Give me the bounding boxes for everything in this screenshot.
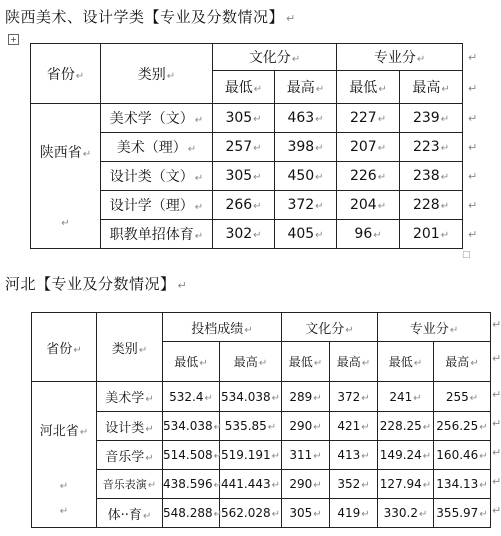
culture-max-cell: 398↵: [275, 133, 337, 162]
table-header-row: [31, 44, 463, 71]
major-max-cell: 255↵: [434, 382, 491, 412]
row-end-mark: ↵: [468, 199, 478, 212]
major-max-cell: 228↵: [400, 191, 463, 220]
major-max-cell: 160.46↵: [434, 441, 491, 470]
header-major-max: 最高↵: [434, 342, 491, 382]
filing-min-cell: 438.596↵: [163, 470, 220, 499]
header-culture-min: 最低↵: [282, 342, 330, 382]
culture-max-cell: 463↵: [275, 104, 337, 133]
major-min-cell: 149.24↵: [378, 441, 434, 470]
major-max-cell: 239↵: [400, 104, 463, 133]
header-culture-min: 最低↵: [213, 71, 275, 104]
major-min-cell: 227↵: [337, 104, 400, 133]
header-major-min: 最低↵: [378, 342, 434, 382]
row-end-mark: ↵: [468, 51, 478, 64]
shaanxi-score-table: [30, 43, 463, 249]
filing-min-cell: 548.288↵: [163, 499, 220, 528]
culture-min-cell: 266↵: [213, 191, 275, 220]
major-min-cell: 207↵: [337, 133, 400, 162]
table-resize-handle[interactable]: □: [462, 250, 471, 260]
filing-min-cell: 534.038↵: [163, 412, 220, 441]
header-major-score: 专业分↵: [337, 44, 463, 71]
row-end-mark: ↵: [468, 112, 478, 125]
row-end-mark: ↵: [492, 417, 501, 430]
header-filing-score: 投档成绩↵: [163, 313, 282, 342]
table-row: [32, 412, 491, 441]
major-min-cell: 228.25↵: [378, 412, 434, 441]
culture-min-cell: 257↵: [213, 133, 275, 162]
filing-max-cell: 535.85↵: [220, 412, 282, 441]
culture-min-cell: 305↵: [282, 499, 330, 528]
move-table-icon[interactable]: +: [8, 34, 19, 45]
shaanxi-heading-text: 陕西美术、设计学类【专业及分数情况】: [5, 8, 285, 26]
category-cell: 体··育↵: [97, 499, 163, 528]
table-header-row: [32, 313, 491, 342]
category-cell: 设计类↵: [97, 412, 163, 441]
culture-min-cell: 305↵: [213, 162, 275, 191]
major-min-cell: 241↵: [378, 382, 434, 412]
category-cell: 设计学（理）↵: [101, 191, 213, 220]
header-culture-max: 最高↵: [275, 71, 337, 104]
filing-min-cell: 514.508↵: [163, 441, 220, 470]
category-cell: 美术（理）↵: [101, 133, 213, 162]
row-end-mark: ↵: [492, 475, 501, 488]
category-cell: 音乐学↵: [97, 441, 163, 470]
filing-max-cell: 562.028↵: [220, 499, 282, 528]
row-end-mark: ↵: [468, 228, 478, 241]
paragraph-mark: ↵: [286, 12, 296, 25]
major-max-cell: 134.13↵: [434, 470, 491, 499]
major-max-cell: 355.97↵: [434, 499, 491, 528]
major-max-cell: 201↵: [400, 220, 463, 249]
table-row: [32, 499, 491, 528]
province-cell: 陕西省↵ ↵: [31, 104, 101, 249]
culture-min-cell: 289↵: [282, 382, 330, 412]
shaanxi-heading: [5, 6, 296, 27]
major-max-cell: 238↵: [400, 162, 463, 191]
culture-max-cell: 421↵: [330, 412, 378, 441]
header-major-max: 最高↵: [400, 71, 463, 104]
major-max-cell: 256.25↵: [434, 412, 491, 441]
hebei-heading-text: 河北【专业及分数情况】: [5, 275, 176, 293]
category-cell: 职教单招体育↵: [101, 220, 213, 249]
culture-max-cell: 450↵: [275, 162, 337, 191]
category-cell: 美术学（文）↵: [101, 104, 213, 133]
culture-min-cell: 290↵: [282, 470, 330, 499]
header-culture-max: 最高↵: [330, 342, 378, 382]
major-min-cell: 127.94↵: [378, 470, 434, 499]
header-province: 省份↵: [31, 44, 101, 104]
major-max-cell: 223↵: [400, 133, 463, 162]
filing-max-cell: 519.191↵: [220, 441, 282, 470]
header-major-min: 最低↵: [337, 71, 400, 104]
culture-min-cell: 305↵: [213, 104, 275, 133]
table-row: [31, 104, 463, 133]
header-category: 类别↵: [101, 44, 213, 104]
filing-max-cell: 534.038↵: [220, 382, 282, 412]
culture-max-cell: 405↵: [275, 220, 337, 249]
header-province: 省份↵: [32, 313, 97, 382]
row-end-mark: ↵: [468, 141, 478, 154]
header-filing-max: 最高↵: [220, 342, 282, 382]
table-row: [32, 382, 491, 412]
category-cell: 设计类（文）↵: [101, 162, 213, 191]
header-filing-min: 最低↵: [163, 342, 220, 382]
culture-min-cell: 290↵: [282, 412, 330, 441]
row-end-mark: ↵: [468, 170, 478, 183]
row-end-mark: ↵: [492, 504, 501, 517]
table-row: [32, 441, 491, 470]
category-cell: 音乐表演↵: [97, 470, 163, 499]
row-end-mark: ↵: [492, 388, 501, 401]
header-culture-score: 文化分↵: [282, 313, 378, 342]
province-cell: 河北省↵ ↵ ↵: [32, 382, 97, 528]
row-end-mark: ↵: [492, 318, 501, 331]
culture-max-cell: 419↵: [330, 499, 378, 528]
filing-max-cell: 441.443↵: [220, 470, 282, 499]
major-min-cell: 226↵: [337, 162, 400, 191]
culture-max-cell: 372↵: [330, 382, 378, 412]
row-end-mark: ↵: [468, 82, 478, 95]
major-min-cell: 204↵: [337, 191, 400, 220]
header-culture-score: 文化分↵: [213, 44, 337, 71]
header-category: 类别↵: [97, 313, 163, 382]
culture-max-cell: 352↵: [330, 470, 378, 499]
hebei-heading: [5, 273, 187, 294]
culture-max-cell: 413↵: [330, 441, 378, 470]
culture-min-cell: 302↵: [213, 220, 275, 249]
hebei-score-table: [31, 312, 491, 528]
filing-min-cell: 532.4↵: [163, 382, 220, 412]
row-end-mark: ↵: [492, 352, 501, 365]
culture-min-cell: 311↵: [282, 441, 330, 470]
culture-max-cell: 372↵: [275, 191, 337, 220]
category-cell: 美术学↵: [97, 382, 163, 412]
major-min-cell: 96↵: [337, 220, 400, 249]
major-min-cell: 330.2↵: [378, 499, 434, 528]
header-major-score: 专业分↵: [378, 313, 491, 342]
table-row: [32, 470, 491, 499]
paragraph-mark: ↵: [177, 279, 188, 292]
row-end-mark: ↵: [492, 446, 501, 459]
